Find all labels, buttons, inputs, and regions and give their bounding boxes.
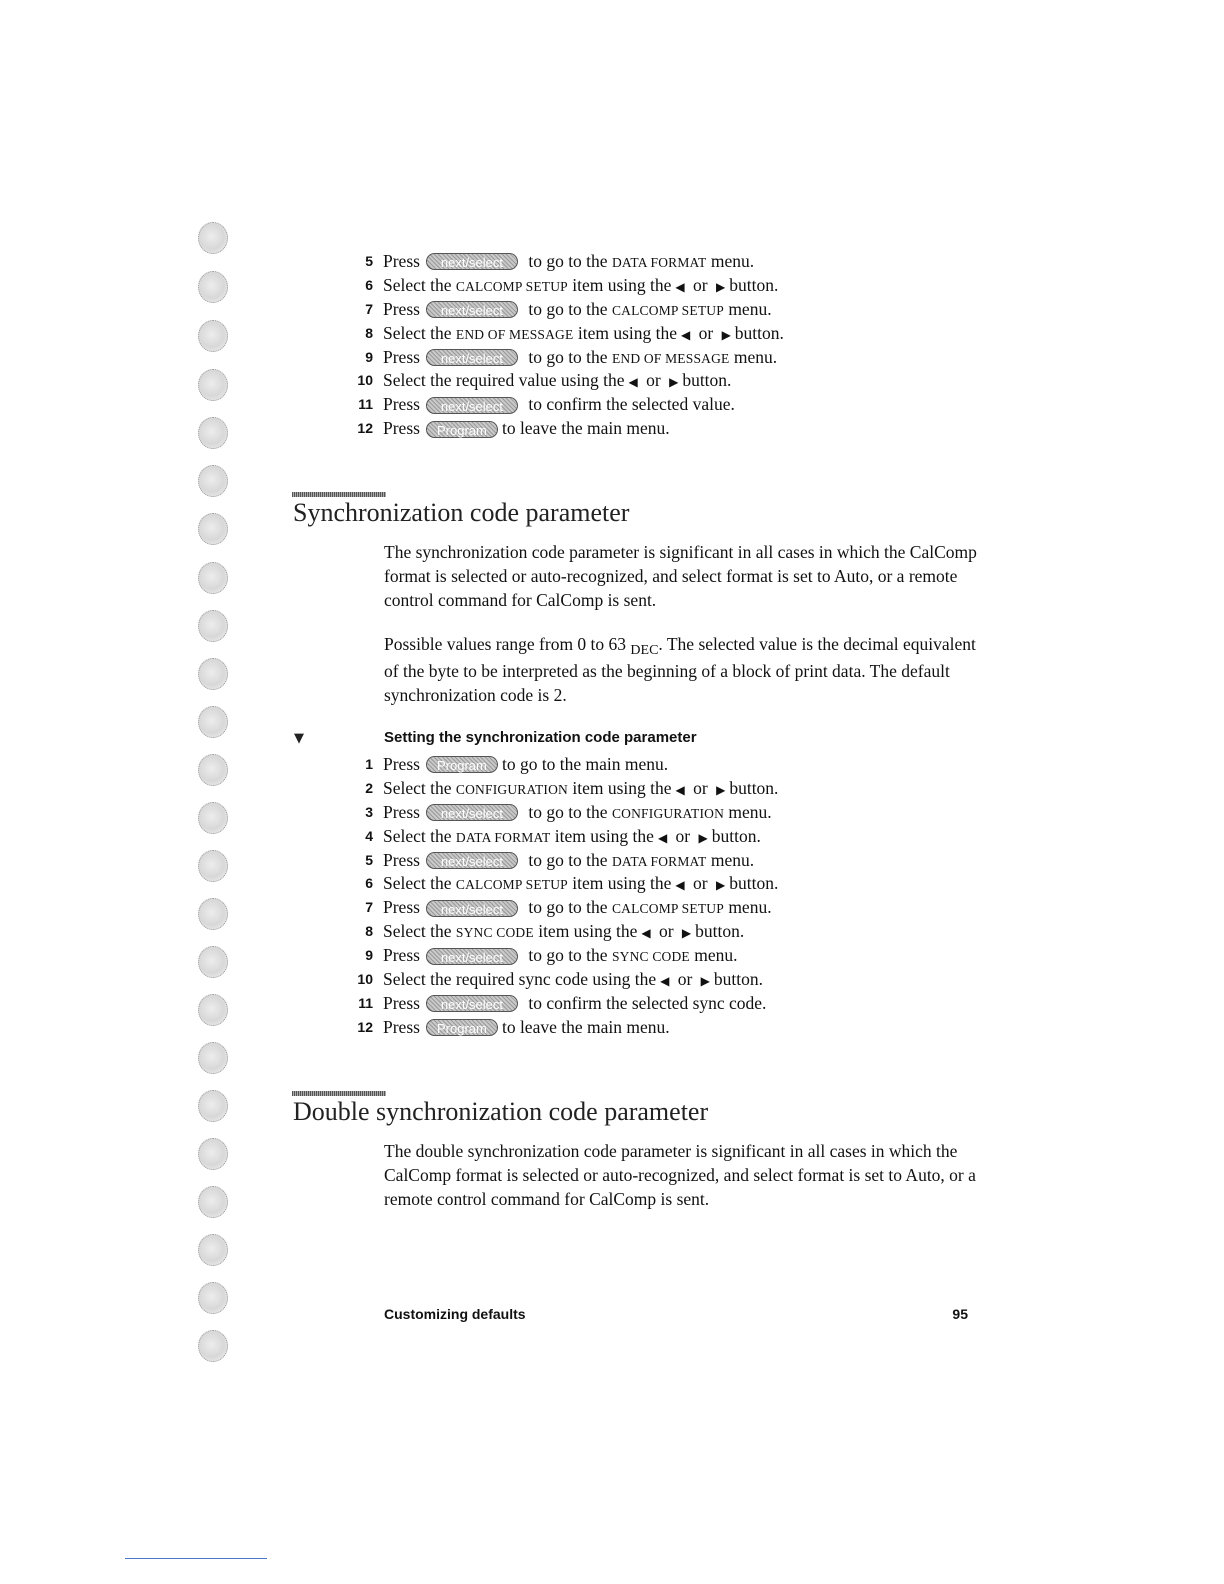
step-text: Select the END OF MESSAGE item using the ◀ or ▶ button.: [383, 322, 784, 343]
procedure-marker-icon: ▼: [294, 731, 304, 746]
step-text: Select the required value using the ◀ or ▶ button.: [383, 370, 732, 391]
program-key: Program: [426, 756, 498, 773]
binder-hole: [198, 1330, 228, 1362]
left-arrow-icon: ◀: [681, 327, 691, 342]
binder-hole: [198, 706, 228, 738]
left-arrow-icon: ◀: [675, 878, 685, 893]
page-number: 95: [952, 1306, 968, 1322]
binder-hole: [198, 1138, 228, 1170]
step-number: 5: [365, 253, 373, 269]
step-number: 10: [357, 372, 373, 389]
step-number: 11: [358, 994, 373, 1011]
step-text: Press next/select to go to the CALCOMP SETUP menu.: [383, 298, 772, 319]
step-text: Press Program to go to the main menu.: [383, 754, 669, 774]
next-select-key: next/select: [426, 301, 518, 318]
binder-hole: [198, 802, 228, 834]
next-select-key: next/select: [426, 804, 518, 821]
binder-hole: [198, 610, 228, 642]
left-arrow-icon: ◀: [675, 279, 685, 294]
program-key: Program: [426, 421, 498, 438]
binder-hole: [198, 754, 228, 786]
double-sync-intro-paragraph: The double synchronization code parameter is significant in all cases in which the CalComp format is selected or auto-recognized, and select format is set to Auto, or a remote control command for CalComp is sent.: [384, 1141, 976, 1209]
next-select-key: next/select: [426, 900, 518, 917]
step-number: 12: [357, 1018, 373, 1035]
binder-hole: [198, 1234, 228, 1266]
step-number: 9: [365, 947, 373, 964]
step-text: Select the required sync code using the ◀ or ▶ button.: [383, 969, 764, 990]
binder-hole: [198, 898, 228, 930]
step-number: 2: [365, 779, 373, 796]
section-title-double-sync-code: Double synchronization code parameter: [293, 1097, 709, 1126]
step-text: Press next/select to go to the DATA FORMAT menu.: [383, 849, 755, 870]
step-number: 11: [358, 396, 373, 413]
step-number: 6: [365, 276, 373, 293]
step-number: 8: [365, 923, 373, 940]
step-number: 10: [357, 971, 373, 988]
step-number: 7: [365, 899, 373, 916]
step-number: 1: [365, 756, 373, 772]
step-text: Press next/select to go to the CONFIGURATION menu.: [383, 801, 772, 822]
step-number: 12: [357, 420, 373, 437]
next-select-key: next/select: [426, 253, 518, 270]
procedure-title: Setting the synchronization code parameter: [384, 729, 697, 746]
step-number: 6: [365, 875, 373, 892]
bottom-edge-line: [125, 1558, 267, 1559]
binder-hole: [198, 946, 228, 978]
right-arrow-icon: ▶: [700, 974, 710, 989]
section-rule: [292, 492, 386, 497]
binder-hole: [198, 1090, 228, 1122]
sync-code-intro-paragraph: The synchronization code parameter is significant in all cases in which the CalComp format is selected or auto-recognized, and select format is set to Auto, or a remote control command for CalComp is sent.: [384, 542, 977, 610]
binder-hole: [198, 994, 228, 1026]
step-text: Press next/select to confirm the selected sync code.: [383, 992, 767, 1013]
step-text: Select the DATA FORMAT item using the ◀ or ▶ button.: [383, 825, 761, 846]
sync-code-range-paragraph: Possible values range from 0 to 63 $_{DEC}$. The selected value is the decimal equivalent of the byte to be interpreted as the beginning of a block of print data. The default synchronization code is 2.: [384, 634, 976, 705]
binder-hole: [198, 369, 228, 401]
binder-hole: [198, 320, 228, 352]
step-text: Press next/select to go to the CALCOMP SETUP menu.: [383, 897, 772, 918]
program-key: Program: [426, 1019, 498, 1036]
left-arrow-icon: ◀: [628, 375, 638, 390]
step-number: 7: [365, 300, 373, 317]
binder-hole: [198, 222, 228, 254]
left-arrow-icon: ◀: [660, 974, 670, 989]
section-rule: [292, 1091, 386, 1096]
step-text: Press next/select to go to the SYNC CODE menu.: [383, 945, 738, 966]
section-title-sync-code: Synchronization code parameter: [293, 498, 630, 527]
step-text: Press next/select to go to the END OF MESSAGE menu.: [383, 346, 778, 367]
left-arrow-icon: ◀: [657, 830, 668, 845]
step-number: 5: [365, 851, 373, 868]
right-arrow-icon: ▶: [716, 782, 726, 797]
right-arrow-icon: ▶: [721, 327, 731, 342]
binder-hole: [198, 465, 228, 497]
step-text: Press Program to leave the main menu.: [383, 1016, 670, 1037]
step-text: Select the SYNC CODE item using the ◀ or ▶ button.: [383, 921, 745, 942]
step-number: 4: [365, 827, 373, 844]
step-text: Select the CALCOMP SETUP item using the ◀ or ▶ button.: [383, 274, 779, 295]
step-number: 9: [365, 348, 373, 365]
right-arrow-icon: ▶: [681, 926, 692, 941]
next-select-key: next/select: [426, 948, 518, 965]
binder-hole: [198, 271, 228, 303]
step-text: Press next/select to confirm the selected value.: [383, 394, 735, 415]
binder-hole: [198, 850, 228, 882]
step-text: Select the CONFIGURATION item using the ◀ or ▶ button.: [383, 777, 779, 798]
next-select-key: next/select: [426, 397, 518, 414]
next-select-key: next/select: [426, 852, 518, 869]
left-arrow-icon: ◀: [641, 926, 651, 941]
right-arrow-icon: ▶: [669, 375, 679, 390]
next-select-key: next/select: [426, 995, 518, 1012]
step-number: 8: [365, 324, 373, 341]
next-select-key: next/select: [426, 349, 518, 366]
step-text: Press next/select to go to the DATA FORMAT menu.: [383, 251, 755, 271]
binder-hole: [198, 1282, 228, 1314]
right-arrow-icon: ▶: [715, 878, 726, 893]
step-number: 3: [365, 803, 373, 820]
right-arrow-icon: ▶: [698, 830, 708, 845]
binder-hole: [198, 417, 228, 449]
footer-chapter-title: Customizing defaults: [384, 1306, 526, 1322]
binder-hole: [198, 513, 228, 545]
binder-hole: [198, 1042, 228, 1074]
binder-hole: [198, 1186, 228, 1218]
binder-hole: [198, 562, 228, 594]
left-arrow-icon: ◀: [675, 782, 685, 797]
binder-hole: [198, 658, 228, 690]
right-arrow-icon: ▶: [715, 279, 726, 294]
step-text: Press Program to leave the main menu.: [383, 418, 670, 439]
step-text: Select the CALCOMP SETUP item using the ◀ or ▶ button.: [383, 873, 779, 894]
